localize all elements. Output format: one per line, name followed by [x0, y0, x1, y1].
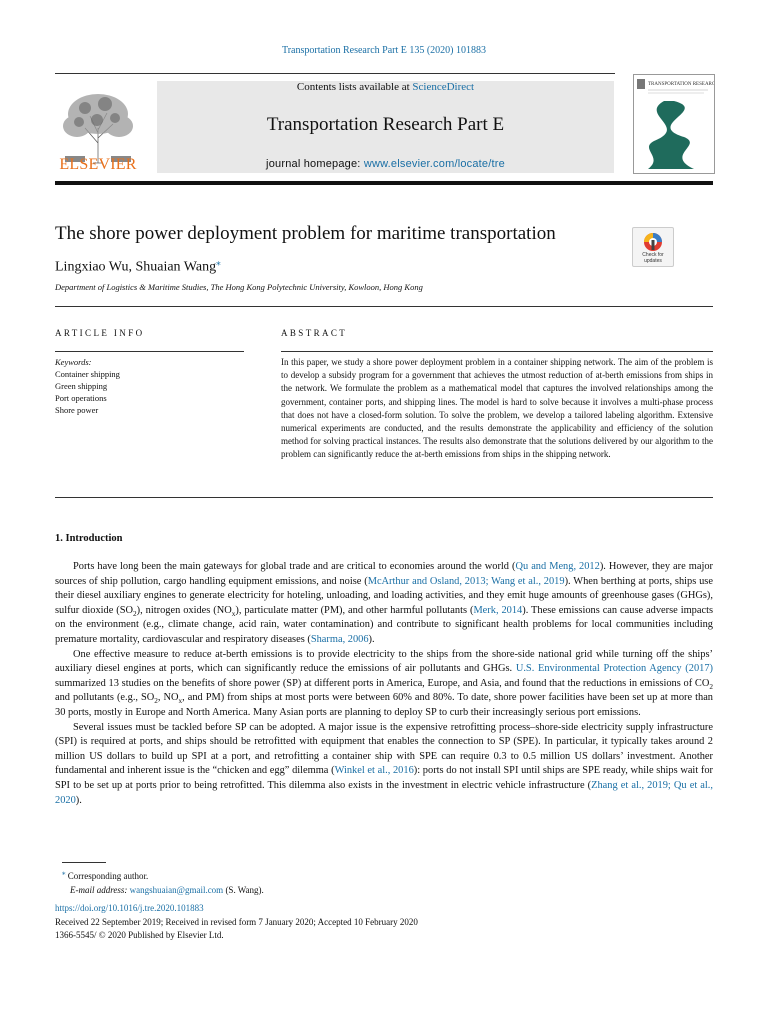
- text-run: ).: [368, 633, 375, 645]
- section-heading-introduction: 1. Introduction: [55, 533, 123, 544]
- keyword-item: Port operations: [55, 393, 107, 403]
- keyword-item: Green shipping: [55, 381, 108, 391]
- text-run: One effective measure to reduce at-berth emissions is to provide electricity to the ships from the shore-side national grid while turning off the ships’ auxiliary diesel engines at ports, which can significantly reduce the emissions of air pollutants and GHGs.: [55, 648, 713, 675]
- text-run: summarized 13 studies on the benefits of shore power (SP) at different ports in America, Europe, and Asia, and found that the reductions in emissions of CO: [55, 677, 710, 689]
- copyright: 1366-5545/ © 2020 Published by Elsevier Ltd.: [55, 930, 224, 940]
- subscript: 2: [133, 609, 137, 618]
- journal-cover-image: [633, 74, 715, 174]
- citation-link[interactable]: Qu and Meng, 2012: [515, 561, 600, 572]
- abstract-heading: ABSTRACT: [281, 328, 348, 338]
- cover-title: TRANSPORTATION RESEARCH: [648, 82, 714, 87]
- header-rule: [55, 73, 615, 74]
- introduction-body: [55, 560, 713, 808]
- footnote-rule: [62, 862, 106, 863]
- elsevier-wordmark: ELSEVIER: [59, 156, 137, 173]
- doi-link[interactable]: https://doi.org/10.1016/j.tre.2020.101883: [55, 903, 204, 913]
- title-rule: [55, 306, 713, 307]
- paragraph: [55, 721, 713, 809]
- journal-citation[interactable]: Transportation Research Part E 135 (2020) 101883: [281, 45, 487, 56]
- abstract-end-rule: [55, 497, 713, 498]
- email-line: [62, 884, 264, 898]
- footnote-mark[interactable]: ⁎: [62, 869, 66, 877]
- subscript: 2: [709, 682, 713, 691]
- article-info-rule: [55, 351, 244, 352]
- keywords-label: Keywords:: [55, 357, 92, 367]
- subscript: x: [178, 697, 183, 706]
- text-run: ). These emissions can cause adverse impacts on the environment (e.g., climate change, acid rain, water contamination) and contribute to significant health problems for local communities including premature mortality, cardiovascular and respiratory diseases (: [55, 604, 714, 645]
- paper-title: The shore power deployment problem for maritime transportation: [55, 223, 556, 244]
- article-info-heading: ARTICLE INFO: [55, 328, 145, 338]
- text-run: and pollutants (e.g., SO: [55, 692, 155, 704]
- citation-link[interactable]: McArthur and Osland, 2013; Wang et al., 2019: [367, 575, 565, 587]
- subscript: 2: [154, 697, 158, 706]
- email-suffix: (S. Wang).: [223, 884, 264, 895]
- crossmark-label: Check for updates: [642, 252, 664, 264]
- corresponding-author-mark[interactable]: ⁎: [216, 257, 221, 267]
- abstract-text: In this paper, we study a shore power deployment problem in a container shipping network. The aim of the problem is to develop a subsidy program for a government that achieves the utmost reduction of at-berth emissions from ships in the network. We formulate the problem as a mathematical model that captures the involved relationships among the government, container ports, and shipping lines. The model is hard to solve because it involves a multi-phase process that does not have a closed-form solution. To solve the problem, we develop a tailored labeling algorithm. Extensive numerical experiments are conducted, and the results demonstrate the applicability and efficiency of the solution method for solving practical instances. The results also demonstrate that the solutions delivered by our algorithm to the problem can significantly reduce the at-berth emissions from ships in the shipping network.: [281, 357, 713, 460]
- citation-link[interactable]: U.S. Environmental Protection Agency (2017): [515, 663, 713, 675]
- paragraph: [55, 560, 713, 648]
- email-label: E-mail address:: [70, 884, 128, 895]
- corresponding-note: [62, 867, 264, 884]
- text-run: ), particulate matter (PM), and other harmful pollutants (: [235, 604, 474, 616]
- contents-line: [157, 81, 614, 93]
- text-run: ), nitrogen oxides (NO: [136, 604, 232, 616]
- contents-prefix: Contents lists available at: [296, 81, 413, 93]
- citation-link[interactable]: Zhang et al., 2019; Qu et al., 2020: [55, 779, 713, 806]
- homepage-line: [157, 158, 614, 170]
- email-link[interactable]: wangshuaian@gmail.com: [129, 884, 224, 895]
- cover-graphic: [634, 75, 714, 173]
- keyword-item: Container shipping: [55, 369, 120, 379]
- affiliation: Department of Logistics & Maritime Studies, The Hong Kong Polytechnic University, Kowloon, Hong Kong: [55, 282, 423, 292]
- keywords-list: [55, 356, 245, 416]
- authors: [55, 257, 221, 276]
- text-run: , and PM) from ships at most ports were between 60% and 80%. To date, shore power facilities have been set up at more than 30 ports, mostly in Europe and North America. Many Asian ports are planning to deploy SP to curb their increasingly serious port emissions.: [55, 692, 714, 718]
- text-run: Ports have long been the main gateways for global trade and are critical to economies around the world (: [73, 561, 516, 572]
- article-footer: [55, 902, 418, 943]
- abstract-rule: [281, 351, 713, 352]
- keyword-item: Shore power: [55, 405, 99, 415]
- journal-title: Transportation Research Part E: [266, 114, 505, 135]
- corresponding-label: Corresponding author.: [67, 871, 149, 881]
- homepage-prefix: journal homepage:: [266, 158, 364, 170]
- citation-link[interactable]: Winkel et al., 2016: [334, 765, 414, 777]
- citation-link[interactable]: Merk, 2014: [473, 604, 523, 616]
- footnote: [62, 867, 264, 897]
- text-run: ). When berthing at ports, ships use their diesel auxiliary engines to generate electricity for hoteling, unloading, and loading activities, and they emit huge amounts of greenhouse gases (GHGs), sulfur dioxide (SO: [55, 575, 713, 616]
- text-run: , NO: [157, 692, 179, 704]
- check-for-updates-badge[interactable]: [632, 227, 674, 267]
- homepage-link[interactable]: www.elsevier.com/locate/tre: [363, 158, 505, 170]
- received-dates: Received 22 September 2019; Received in revised form 7 January 2020; Accepted 10 February 2020: [55, 916, 418, 927]
- author-names: Lingxiao Wu, Shuaian Wang: [55, 259, 217, 275]
- header-thick-rule: [55, 181, 713, 185]
- sciencedirect-link[interactable]: ScienceDirect: [412, 81, 475, 93]
- subscript: x: [231, 609, 236, 618]
- text-run: ): ports do not install SPI until ships are SPE ready, while ships wait for SPI to be set up at ports prior to being retrofitted. This dilemma also exists in the investment in electric vehicle infrastructure (: [55, 765, 714, 791]
- paragraph: [55, 648, 713, 721]
- text-run: ). However, they are major sources of ship pollution, cargo handling equipment emissions, and noise (: [55, 561, 713, 587]
- text-run: ).: [75, 794, 82, 806]
- text-run: Several issues must be tackled before SP can be adopted. A major issue is the expensive retrofitting process–shore-side electricity supply infrastructure (SPI) is required at ports, and ships should be retrofitted with equipment that enables the connection to SP (SPE). In particular, it typically takes around 2 million US dollars to build up SPI at a port, and retrofitting a container ship with SPE can require 0.3 to 0.5 million US dollars’ investment. Another fundamental and inherent issue is the “chicken and egg” dilemma (: [55, 721, 713, 777]
- citation-link[interactable]: Sharma, 2006: [310, 633, 369, 645]
